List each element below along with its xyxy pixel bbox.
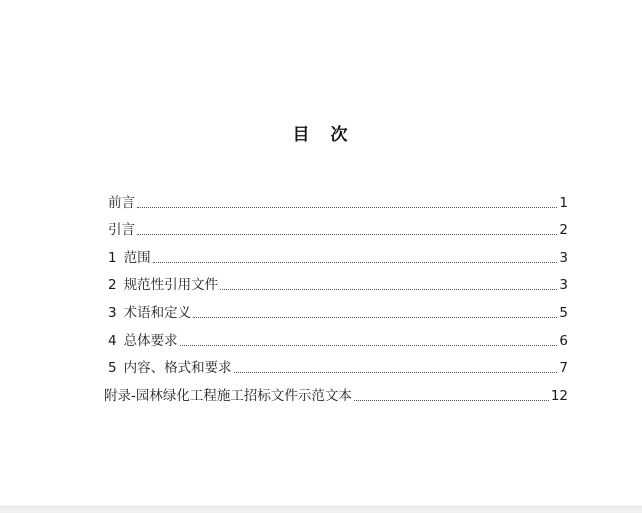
toc-leader-dots bbox=[137, 233, 557, 235]
toc-entry-number: 1 bbox=[108, 249, 117, 266]
toc-leader-dots bbox=[234, 371, 558, 373]
toc-entry-label: 引言 bbox=[108, 222, 135, 239]
toc-entry-page: 2 bbox=[559, 222, 568, 239]
toc-leader-dots bbox=[137, 206, 557, 208]
toc-entry-label: 3 术语和定义 bbox=[108, 304, 192, 321]
toc-list bbox=[104, 184, 568, 405]
toc-entry-page: 3 bbox=[559, 249, 568, 266]
toc-entry-number: 5 bbox=[108, 360, 117, 377]
toc-leader-dots bbox=[193, 316, 557, 318]
toc-entry-page: 5 bbox=[559, 304, 568, 321]
toc-entry-normative-references[interactable] bbox=[104, 267, 568, 295]
toc-entry-introduction[interactable] bbox=[104, 212, 568, 240]
toc-entry-scope[interactable] bbox=[104, 239, 568, 267]
toc-entry-page: 7 bbox=[559, 360, 568, 377]
toc-entry-label: 5 内容、格式和要求 bbox=[108, 360, 232, 377]
toc-entry-label: 附录-园林绿化工程施工招标文件示范文本 bbox=[104, 387, 352, 404]
toc-leader-dots bbox=[354, 399, 549, 401]
toc-entry-number: 4 bbox=[108, 332, 117, 349]
toc-entry-terms-definitions[interactable] bbox=[104, 294, 568, 322]
toc-entry-number: 2 bbox=[108, 277, 117, 294]
toc-entry-page: 3 bbox=[559, 277, 568, 294]
toc-leader-dots bbox=[153, 261, 558, 263]
toc-entry-general-requirements[interactable] bbox=[104, 322, 568, 350]
toc-entry-content-format[interactable] bbox=[104, 350, 568, 378]
toc-leader-dots bbox=[180, 344, 558, 346]
toc-entry-page: 1 bbox=[559, 194, 568, 211]
toc-entry-page: 12 bbox=[550, 387, 568, 404]
toc-entry-label: 前言 bbox=[108, 194, 135, 211]
toc-entry-preface[interactable] bbox=[104, 184, 568, 212]
toc-entry-appendix[interactable] bbox=[104, 377, 568, 405]
toc-entry-label: 1 范围 bbox=[108, 249, 151, 266]
toc-entry-number: 3 bbox=[108, 304, 117, 321]
toc-leader-dots bbox=[220, 288, 557, 290]
toc-title: 目 次 bbox=[292, 125, 350, 145]
toc-entry-label: 4 总体要求 bbox=[108, 332, 178, 349]
toc-entry-label: 2 规范性引用文件 bbox=[108, 277, 219, 294]
toc-entry-page: 6 bbox=[559, 332, 568, 349]
